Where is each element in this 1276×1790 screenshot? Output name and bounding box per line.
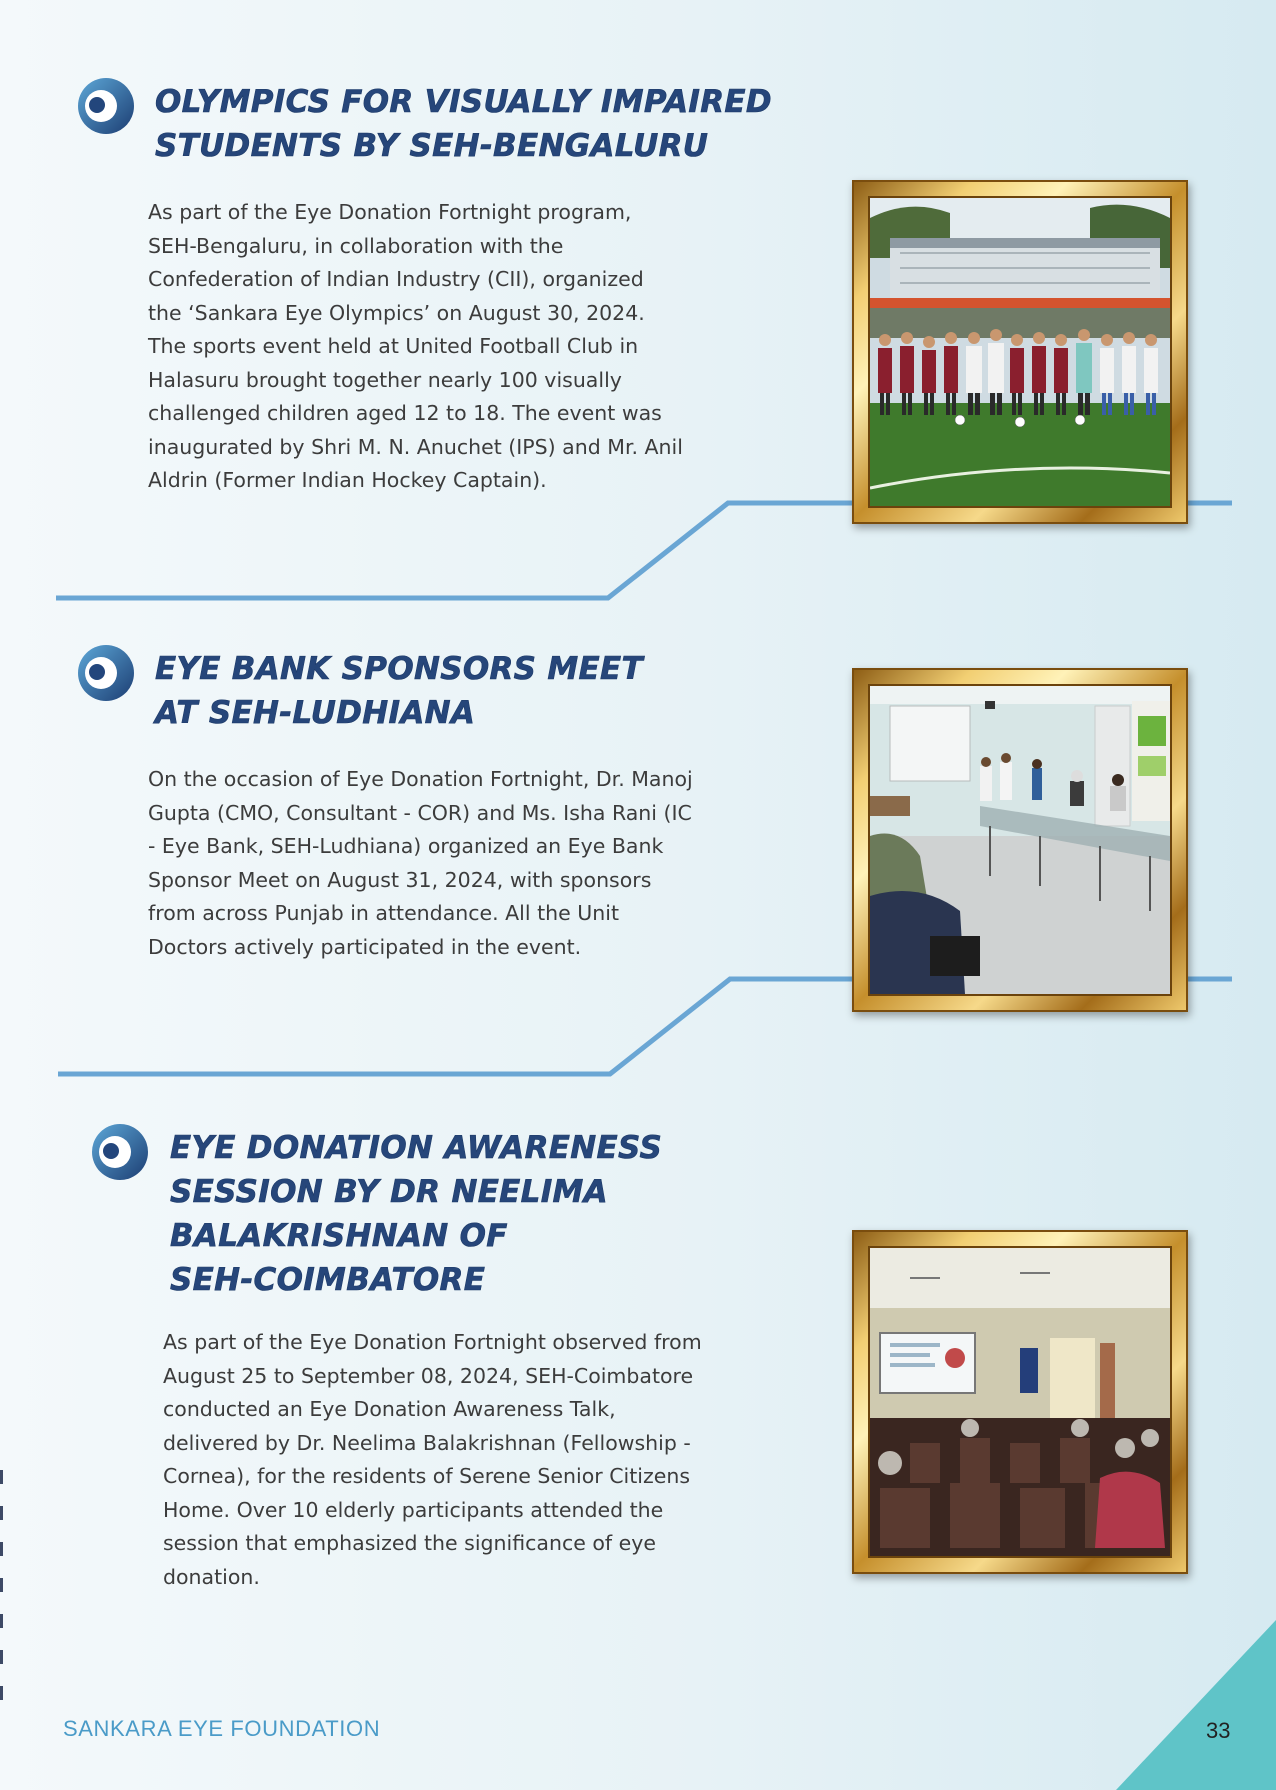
section-1-body: As part of the Eye Donation Fortnight program, SEH-Bengaluru, in collaboration with the Confederation of Indian Industry (CII), organized the ‘Sankara Eye Olympics’ on August 30, 2024. The sports event held at United Football Club in Halasuru brought together nearly 100 visually challenged children aged 12 to 18. The event was inaugurated by Shri M. N. Anuchet (IPS) and Mr. Anil Aldrin (Former Indian Hockey Captain). (148, 200, 683, 492)
corner-decoration (1116, 1620, 1276, 1790)
section-3-title-line-4: SEH-COIMBATORE (170, 1262, 486, 1298)
section-2-body: On the occasion of Eye Donation Fortnight, Dr. Manoj Gupta (CMO, Consultant - COR) and Ms. Isha Rani (IC - Eye Bank, SEH-Ludhiana) organized an Eye Bank Sponsor Meet on August 31, 2024, with sponsors from across Punjab in attendance. All the Unit Doctors actively participated in the event. (148, 767, 693, 959)
photo-frame-sponsors-meet (852, 668, 1188, 1012)
section-2-title (155, 647, 643, 735)
left-edge-dashes (0, 1470, 4, 1710)
section-2-title-line-2: AT SEH-LUDHIANA (155, 695, 476, 731)
footer-brand: SANKARA EYE FOUNDATION (63, 1716, 381, 1741)
section-1-title-line-2: STUDENTS BY SEH-BENGALURU (155, 128, 709, 164)
olympics-photo (870, 198, 1170, 506)
section-3-body: As part of the Eye Donation Fortnight observed from August 25 to September 08, 2024, SEH-Coimbatore conducted an Eye Donation Awareness Talk, delivered by Dr. Neelima Balakrishnan (Fellowship - Cornea), for the residents of Serene Senior Citizens Home. Over 10 elderly participants attended the session that emphasized the significance of eye donation. (163, 1330, 702, 1589)
sankara-eye-icon (90, 1122, 150, 1182)
sankara-eye-icon (76, 76, 136, 136)
sponsors-meet-photo (870, 686, 1170, 994)
photo-frame-olympics (852, 180, 1188, 524)
section-3-title-line-3: BALAKRISHNAN OF (170, 1218, 508, 1254)
photo-frame-awareness-session (852, 1230, 1188, 1574)
section-1-title (155, 80, 772, 168)
section-1-title-line-1: OLYMPICS FOR VISUALLY IMPAIRED (155, 84, 772, 120)
section-3-title-line-1: EYE DONATION AWARENESS (170, 1130, 663, 1166)
section-3-title-line-2: SESSION BY DR NEELIMA (170, 1174, 608, 1210)
section-3-title (170, 1126, 662, 1302)
section-2-title-line-1: EYE BANK SPONSORS MEET (155, 651, 643, 687)
sankara-eye-icon (76, 643, 136, 703)
awareness-session-photo (870, 1248, 1170, 1556)
page-number: 33 (1206, 1718, 1231, 1743)
